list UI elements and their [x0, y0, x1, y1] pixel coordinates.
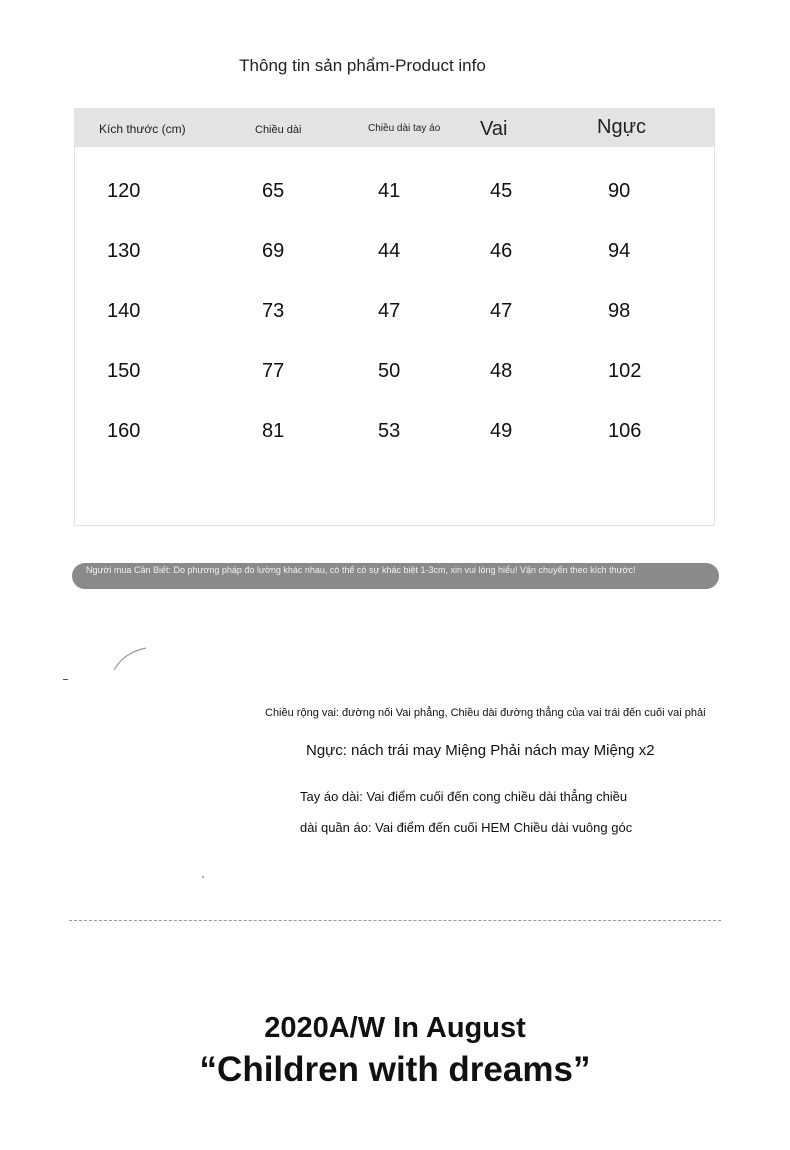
small-dot-mark: [202, 876, 204, 878]
cell-length: 65: [262, 180, 285, 202]
cell-shoulder: 46: [490, 240, 513, 262]
cell-chest: 106: [608, 420, 642, 442]
header-shoulder: Vai: [480, 118, 508, 140]
header-length: Chiều dài: [255, 124, 302, 136]
table-row: [75, 420, 714, 460]
table-row: [75, 360, 714, 400]
small-dash-mark: [63, 679, 68, 680]
cell-length: 81: [262, 420, 285, 442]
garment-length-note: dài quần áo: Vai điểm đến cuối HEM Chiều dài vuông góc: [300, 820, 633, 835]
table-row: [75, 180, 714, 220]
cell-sleeve: 53: [378, 420, 401, 442]
page-title: Thông tin sản phẩm-Product info: [239, 56, 486, 75]
cell-shoulder: 48: [490, 360, 513, 382]
cell-sleeve: 44: [378, 240, 401, 262]
header-sleeve-length: Chiều dài tay áo: [368, 123, 441, 134]
cell-shoulder: 45: [490, 180, 513, 202]
header-size: Kích thước (cm): [99, 122, 186, 136]
table-header: [75, 109, 714, 147]
sleeve-length-note: Tay áo dài: Vai điểm cuối đến cong chiều dài thẳng chiều: [300, 789, 628, 804]
cell-length: 69: [262, 240, 285, 262]
dashed-divider: [69, 920, 721, 921]
cell-size: 160: [107, 420, 141, 442]
cell-sleeve: 47: [378, 300, 401, 322]
cell-sleeve: 41: [378, 180, 401, 202]
table-row: [75, 300, 714, 340]
cell-size: 130: [107, 240, 141, 262]
cell-shoulder: 47: [490, 300, 513, 322]
shoulder-width-note: Chiều rộng vai: đường nối Vai phẳng, Chiều dài đường thẳng của vai trái đến cuối vai phải: [265, 707, 706, 719]
table-row: [75, 240, 714, 280]
cell-chest: 94: [608, 240, 631, 262]
buyer-notice-bar: [72, 563, 719, 589]
size-table: [74, 108, 715, 526]
cell-size: 150: [107, 360, 141, 382]
cell-size: 120: [107, 180, 141, 202]
cell-chest: 102: [608, 360, 642, 382]
tagline: “Children with dreams”: [199, 1050, 591, 1089]
header-chest: Ngực: [597, 116, 646, 138]
cell-shoulder: 49: [490, 420, 513, 442]
buyer-notice-text: Người mua Cần Biết: Do phương pháp đo lường khác nhau, có thể có sự khác biệt 1-3cm, xin vui lòng hiểu! Vận chuyển theo kích thước!: [86, 565, 636, 575]
season-heading: 2020A/W In August: [264, 1012, 526, 1044]
measurement-stroke-decoration: [110, 644, 150, 672]
chest-note: Ngực: nách trái may Miệng Phải nách may Miệng x2: [306, 742, 655, 759]
cell-chest: 98: [608, 300, 631, 322]
cell-chest: 90: [608, 180, 631, 202]
cell-length: 77: [262, 360, 285, 382]
cell-sleeve: 50: [378, 360, 401, 382]
cell-length: 73: [262, 300, 285, 322]
cell-size: 140: [107, 300, 141, 322]
